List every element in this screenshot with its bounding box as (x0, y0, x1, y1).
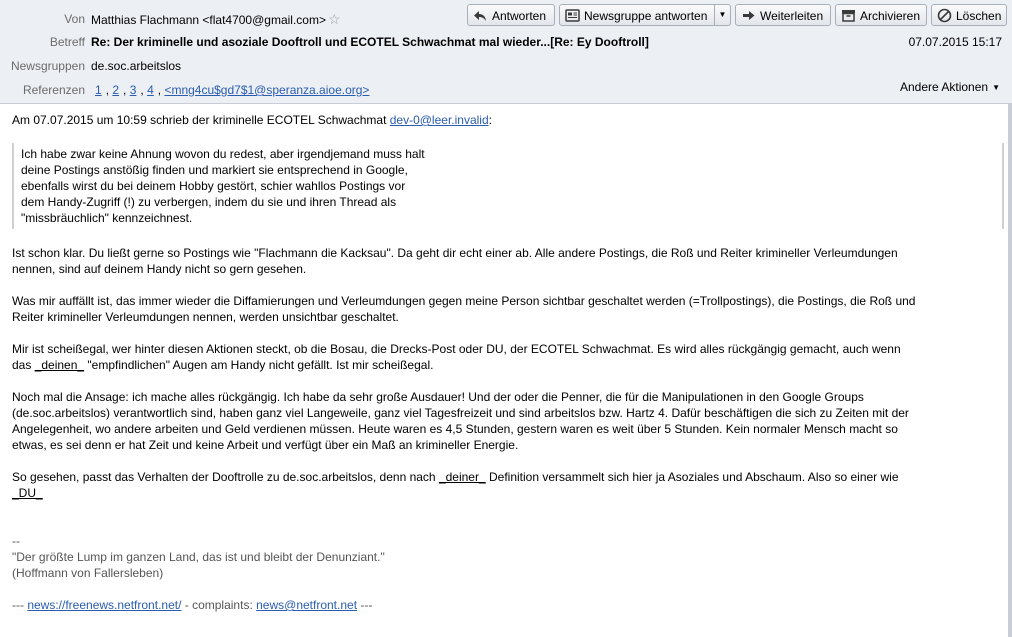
news-server-link[interactable]: news://freenews.netfront.net/ (27, 598, 182, 612)
text-span: Definition versammelt sich hier ja Asoziales und Abschaum. Also so einer wie (485, 470, 899, 484)
reference-link-4[interactable]: 4 (147, 83, 154, 97)
archive-label: Archivieren (860, 9, 921, 23)
other-actions-label: Andere Aktionen (900, 80, 989, 94)
body-paragraph-line: etwas, es sei denn er hat Zeit und keine Arbeit und verfügt über ein Maß an krimineller Energie. (12, 438, 519, 452)
reply-newsgroup-button[interactable] (559, 4, 731, 26)
reference-link-3[interactable]: 3 (129, 83, 137, 97)
text-span: - complaints: (181, 598, 257, 612)
subject-label: Betreff (49, 35, 85, 49)
from-label: Von (64, 12, 85, 26)
subject-value: Re: Der kriminelle und asoziale Dooftroll und ECOTEL Schwachmat mal wieder...[Re: Ey Dooftroll] (91, 35, 649, 49)
attribution-line (12, 112, 492, 128)
quote-line: dem Handy-Zugriff (!) zu verbergen, indem du sie und ihren Thread als (21, 195, 397, 209)
reply-newsgroup-label: Newsgruppe antworten (584, 9, 708, 23)
complaints-email-link[interactable]: news@netfront.net (256, 598, 358, 612)
message-header (0, 0, 1012, 104)
signature-author: (Hoffmann von Fallersleben) (12, 566, 164, 580)
body-paragraph-line (12, 485, 43, 501)
text-span: So gesehen, passt das Verhalten der Dooftrolle zu de.soc.arbeitslos, denn nach (12, 470, 439, 484)
quoted-text-block (12, 143, 1004, 229)
body-paragraph-line: nennen, sind auf deinem Handy nicht so gern gesehen. (12, 262, 307, 276)
emphasis-text: _DU_ (12, 486, 43, 500)
body-paragraph-line: Mir ist scheißegal, wer hinter diesen Aktionen steckt, ob die Bosau, die Drecks-Post oder DU, der ECOTEL Schwachmat. Es wird alles rückgängig gemacht, auch wenn (12, 342, 901, 356)
footer-line (12, 597, 372, 613)
delete-button[interactable] (931, 4, 1007, 26)
archive-button[interactable] (835, 4, 927, 26)
quote-line: deine Postings anstößig finden und markiert sie entsprechend in Google, (21, 163, 408, 177)
quote-line: "missbräuchlich" kennzeichnest. (21, 211, 193, 225)
reply-button[interactable] (467, 4, 555, 26)
delete-icon (937, 8, 952, 23)
forward-label: Weiterleiten (760, 9, 824, 23)
text-span: --- (12, 598, 28, 612)
from-value[interactable] (91, 8, 341, 31)
other-actions-menu[interactable] (900, 80, 1000, 94)
body-paragraph-line: Ist schon klar. Du ließt gerne so Postings wie "Flachmann die Kacksau". Da geht dir echt einer ab. Alle andere Postings, die Roß und Reiter krimineller Verleumdungen (12, 246, 898, 260)
text-span: --- (357, 598, 373, 612)
body-paragraph-line: Was mir auffällt ist, das immer wieder die Diffamierungen und Verleumdungen gegen meine Person sichtbar geschaltet werden (=Trollpostings), die Postings, die Roß und (12, 294, 916, 308)
text-span: das (12, 358, 35, 372)
newsgroups-value[interactable]: de.soc.arbeitslos (91, 59, 182, 73)
quote-line: Ich habe zwar keine Ahnung wovon du redest, aber irgendjemand muss halt (21, 147, 425, 161)
sender-address[interactable]: Matthias Flachmann <flat4700@gmail.com> (91, 13, 326, 27)
body-paragraph-line (12, 357, 433, 373)
body-paragraph-line (12, 469, 899, 485)
references-label: Referenzen (22, 83, 85, 97)
body-paragraph-line: Angelegenheit, wo andere arbeiten und Geld verdienen müssen. Heute waren es 4,5 Stunden, gestern waren es weit über 5 Stunden. Kein normaler Mensch macht so (12, 422, 898, 436)
reference-link-msgid[interactable]: <mng4cu$gd7$1@speranza.aioe.org> (164, 83, 370, 97)
delete-label: Löschen (956, 9, 1002, 23)
newsgroup-icon (565, 8, 580, 23)
attribution-colon: : (488, 113, 492, 127)
forward-arrow-icon (741, 8, 756, 23)
newsgroups-label: Newsgruppen (10, 59, 85, 73)
emphasis-text: _deiner_ (438, 470, 486, 484)
forward-button[interactable] (735, 4, 831, 26)
chevron-down-icon: ▼ (992, 83, 1000, 92)
quote-line: ebenfalls wirst du bei deinem Hobby gestört, schier wahllos Postings vor (21, 179, 406, 193)
archive-box-icon (841, 8, 856, 23)
text-span: "empfindlichen" Augen am Handy nicht gefällt. Ist mir scheißegal. (84, 358, 434, 372)
body-paragraph-line: Noch mal die Ansage: ich mache alles rückgängig. Ich habe da sehr große Ausdauer! Und der oder die Penner, die für die Manipulationen in den Google Groups (12, 390, 864, 404)
emphasis-text: _deinen_ (34, 358, 85, 372)
chevron-down-icon[interactable]: ▼ (714, 5, 730, 25)
reply-label: Antworten (492, 9, 547, 23)
references-list: 1 , 2 , 3 , 4 , <mng4cu$gd7$1@speranza.aioe.org> (95, 83, 370, 97)
body-paragraph-line: (de.soc.arbeitslos) verantwortlich sind, haben ganz viel Langeweile, ganz viel Tagesfreizeit und sind arbeitslos bzw. Hartz 4. Dafür beschäftigen die sich zu Zeiten mit der (12, 406, 909, 420)
signature-quote: "Der größte Lump im ganzen Land, das ist und bleibt der Denunziant." (12, 550, 385, 564)
attribution-text: Am 07.07.2015 um 10:59 schrieb der kriminelle ECOTEL Schwachmat (12, 113, 390, 127)
message-body (0, 104, 1012, 637)
reply-arrow-icon (473, 8, 488, 23)
attribution-email-link[interactable]: dev-0@leer.invalid (389, 113, 489, 127)
body-paragraph-line: Reiter krimineller Verleumdungen nennen, werden unsichtbar geschaltet. (12, 310, 399, 324)
reference-link-2[interactable]: 2 (112, 83, 120, 97)
star-icon[interactable]: ☆ (327, 11, 341, 27)
signature-separator: -- (12, 534, 20, 548)
message-date: 07.07.2015 15:17 (908, 35, 1002, 49)
reference-link-1[interactable]: 1 (95, 83, 102, 97)
